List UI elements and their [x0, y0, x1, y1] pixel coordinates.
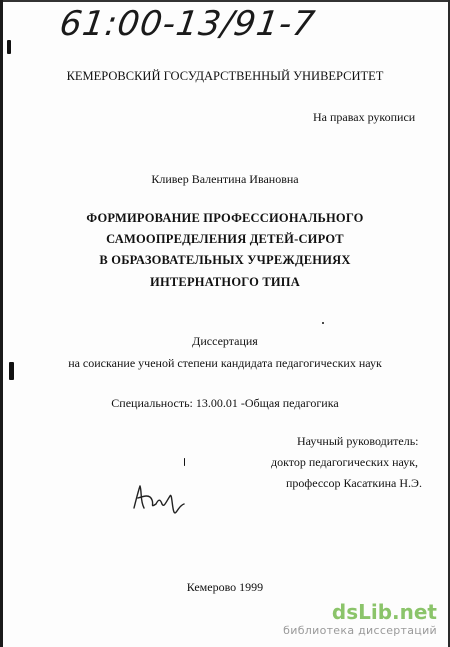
manuscript-note: На правах рукописи — [313, 110, 416, 124]
scan-speck — [7, 40, 11, 54]
supervisor-name: профессор Касаткина Н.Э. — [286, 476, 422, 490]
title-line-1: ФОРМИРОВАНИЕ ПРОФЕССИОНАЛЬНОГО — [86, 211, 364, 225]
scan-speck — [322, 322, 324, 324]
handwritten-signature — [128, 478, 186, 518]
watermark-logo: dsLib.net — [331, 600, 437, 624]
title-line-2: САМООПРЕДЕЛЕНИЯ ДЕТЕЙ-СИРОТ — [106, 232, 344, 246]
supervisor-degree: доктор педагогических наук, — [271, 455, 419, 469]
university-name: КЕМЕРОВСКИЙ ГОСУДАРСТВЕННЫЙ УНИВЕРСИТЕТ — [66, 69, 384, 83]
handwritten-archive-number: 61:00-13/91-7 — [57, 4, 318, 44]
watermark — [275, 600, 445, 642]
title-line-4: ИНТЕРНАТНОГО ТИПА — [150, 275, 300, 289]
scan-edge-left — [0, 0, 3, 647]
specialty-line: Специальность: 13.00.01 -Общая педагогика — [111, 396, 339, 410]
degree-line: на соискание ученой степени кандидата педагогических наук — [68, 356, 382, 370]
title-line-3: В ОБРАЗОВАТЕЛЬНЫХ УЧРЕЖДЕНИЯХ — [99, 253, 351, 267]
city-year: Кемерово 1999 — [186, 580, 264, 594]
work-type: Диссертация — [192, 334, 258, 348]
author-name: Кливер Валентина Ивановна — [151, 172, 299, 186]
watermark-subtitle: библиотека диссертаций — [283, 624, 437, 637]
supervisor-label: Научный руководитель: — [297, 434, 419, 448]
scan-edge-top — [0, 0, 450, 2]
scan-speck — [184, 458, 185, 466]
